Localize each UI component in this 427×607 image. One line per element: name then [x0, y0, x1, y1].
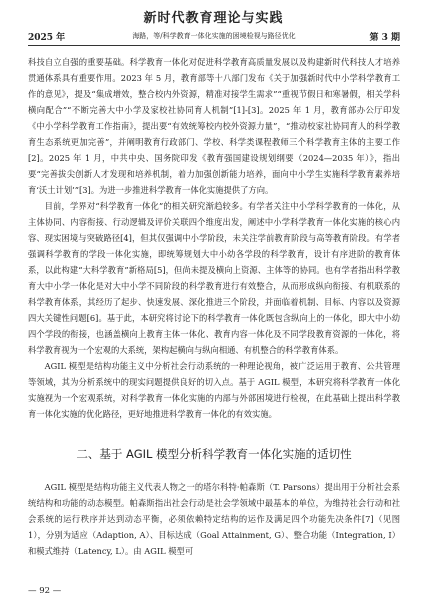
- body-text: [28, 54, 400, 422]
- header-rule: [28, 45, 400, 46]
- journal-title: 新时代教育理论与实践: [143, 11, 284, 26]
- header-issue: 第 3 期: [369, 33, 400, 43]
- paragraph: AGIL 模型是结构功能主义代表人物之一的塔尔科特·帕森斯（T. Parsons）提出用于分析社会系统结构和功能的动态模型。帕森斯指出社会行动是社会学领域中最基本的单位，为维持社会行动和社会系统的运行秩序并达到动态平衡，必须依赖特定结构的运作及满足四个功能先决条件[7]（见图 1），分别为适应（Adaption, A）、目标达成（Goal Attainment, G）、整合功能（Integration, I）和模式维持（Latency, L）。由 AGIL 模型可: [28, 482, 400, 556]
- running-header: [28, 29, 400, 43]
- section-heading: 二、基于 AGIL 模型分析科学教育一体化实施的适切性: [76, 447, 352, 461]
- section-body-text: [28, 479, 400, 559]
- paragraph: 目前，学界对“科学教育一体化”的相关研究渐趋较多。有学者关注中小学科学教育的一体化，从主体协同、内容衔接、行动逻辑及评价关联四个维度出发，阐述中小学科学教育一体化实施的核心内容、现实困境与突破路径[4]，但其仅强调中小学阶段，未关注学前教育阶段与高等教育阶段。有学者强调科学教育的学段一体化实施，即统筹规划大中小幼各学段的科学教育，设计有序进阶的教育体系，以此构建“大科学教育”新格局[5]，但尚未提及横向上资源、主体等的协同。也有学者指出科学教育大中小学一体化是对大中小学不同阶段的科学教育进行有效整合，从而形成纵向衔接、有机联系的科学教育体系，其经历了起步、快速发展、深化推进三个阶段，并面临着机制、目标、内容以及资源四大关键性问题[6]。基于此，本研究将讨论下的科学教育一体化既包含纵向上的一体化，即大中小幼四个学段的衔接，也涵盖横向上教育主体一体化、教育内容一体化及不同学段教育资源的一体化，将科学教育视为一个宏观的大系统，架构起横向与纵向相通、有机整合的科学教育体系。: [28, 201, 400, 355]
- paragraph: 科技自立自强的重要基础。科学教育一体化对促进科学教育高质量发展以及构建新时代科技人才培养贯通体系具有重要作用。2023 年 5 月，教育部等十八部门发布《关于加强新时代中小学科学教育工作的意见》，提及“集成增效，整合校内外资源，精准对接学生需求”“重视节假日和寒暑假，相关学科横向配合”“不断完善大中小学及家校社协同育人机制”[1]-[3]。2025 年 1 月，教育部办公厅印发《中小学科学教育工作指南》，提出要“有效统筹校内校外资源力量”，“推动校家社协同育人的科学教育生态系统更加完善”，并阐明教育行政部门、学校、科学类课程教师三个科学教育主体的主要工作[2]。2025 年 1 月，中共中央、国务院印发《教育强国建设规划纲要（2024—2035 年）》，指出要“完善拔尖创新人才发现和培养机制，着力加强创新能力培养，面向中小学生实施科学教育素养培育‘沃土计划’”[3]。为进一步推进科学教育一体化实施提供了方向。: [28, 57, 400, 195]
- page-number: — 92 —: [28, 586, 62, 596]
- running-title: 海路，等/科学教育一体化实施的困境检视与路径优化: [132, 32, 296, 40]
- header-year: 2025 年: [28, 33, 66, 43]
- paragraph: AGIL 模型是结构功能主义中分析社会行动系统的一种理论视角，被广泛运用于教育、公共管理等领域，其为分析系统中的现实问题提供良好的切入点。基于 AGIL 模型，本研究将科学教育一体化实施视为一个宏观系统，对科学教育一体化实施的内部与外部困境进行检视，在此基础上提出科学教育一体化实施的优化路径，更好地推进科学教育一体化的有效实施。: [28, 361, 400, 419]
